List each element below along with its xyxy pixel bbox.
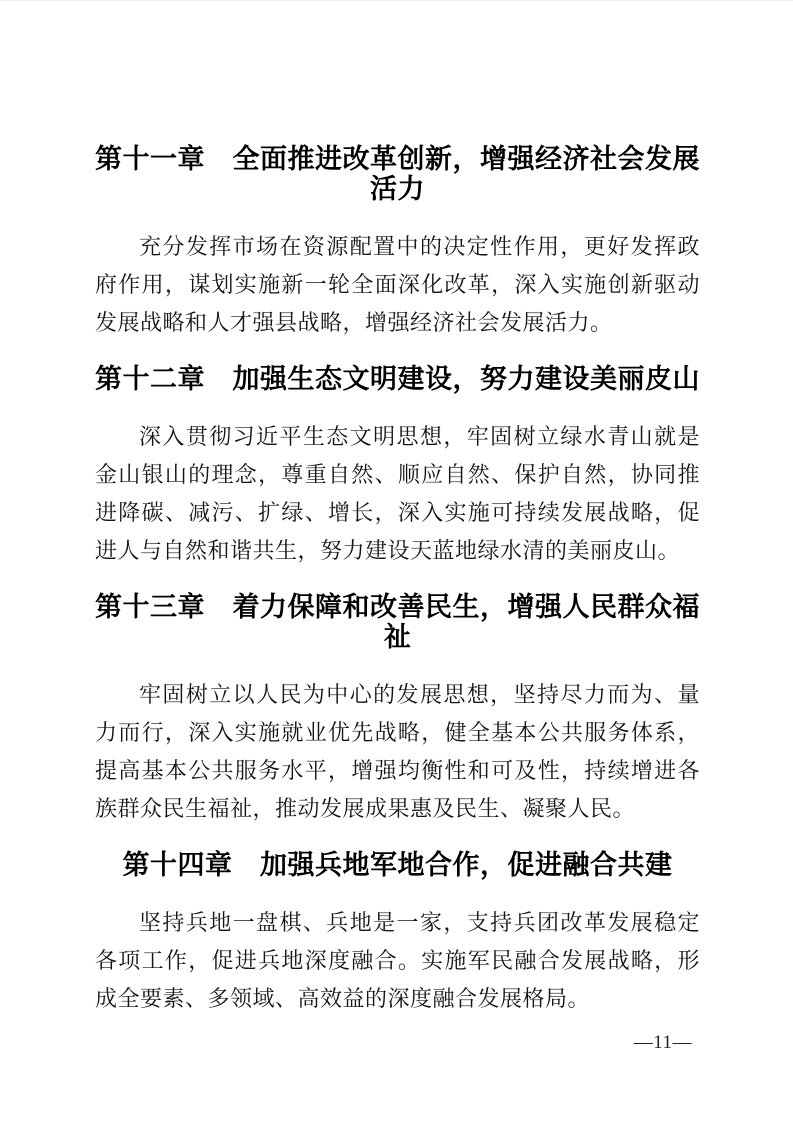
chapter-paragraph-13: 牢固树立以人民为中心的发展思想，坚持尽力而为、量力而行，深入实施就业优先战略，健全基本公共服务体系，提高基本公共服务水平，增强均衡性和可及性，持续增进各族群众民生福祉，推动发展成果惠及民生、凝聚人民。 [95, 682, 700, 821]
chapter-section-11 [95, 144, 700, 342]
chapter-paragraph-11: 充分发挥市场在资源配置中的决定性作用，更好发挥政府作用，谋划实施新一轮全面深化改革，深入实施创新驱动发展战略和人才强县战略，增强经济社会发展活力。 [95, 234, 700, 335]
chapter-heading-13: 第十三章 着力保障和改善民生，增强人民群众福祉 [95, 592, 700, 652]
chapter-heading-12: 第十二章 加强生态文明建设，努力建设美丽皮山 [95, 364, 700, 394]
document-content [0, 1, 793, 1018]
page-number: —11— [633, 1032, 692, 1053]
chapter-section-12 [95, 364, 700, 570]
chapter-heading-11: 第十一章 全面推进改革创新，增强经济社会发展活力 [95, 144, 700, 204]
chapter-section-13 [95, 592, 700, 828]
chapter-paragraph-14: 坚持兵地一盘棋、兵地是一家，支持兵团改革发展稳定各项工作，促进兵地深度融合。实施军民融合发展战略，形成全要素、多领域、高效益的深度融合发展格局。 [95, 910, 700, 1011]
chapter-section-14 [95, 850, 700, 1018]
chapter-heading-14: 第十四章 加强兵地军地合作，促进融合共建 [122, 850, 673, 880]
chapter-paragraph-12: 深入贯彻习近平生态文明思想，牢固树立绿水青山就是金山银山的理念，尊重自然、顺应自然、保护自然，协同推进降碳、减污、扩绿、增长，深入实施可持续发展战略，促进人与自然和谐共生，努力建设天蓝地绿水清的美丽皮山。 [95, 424, 700, 563]
